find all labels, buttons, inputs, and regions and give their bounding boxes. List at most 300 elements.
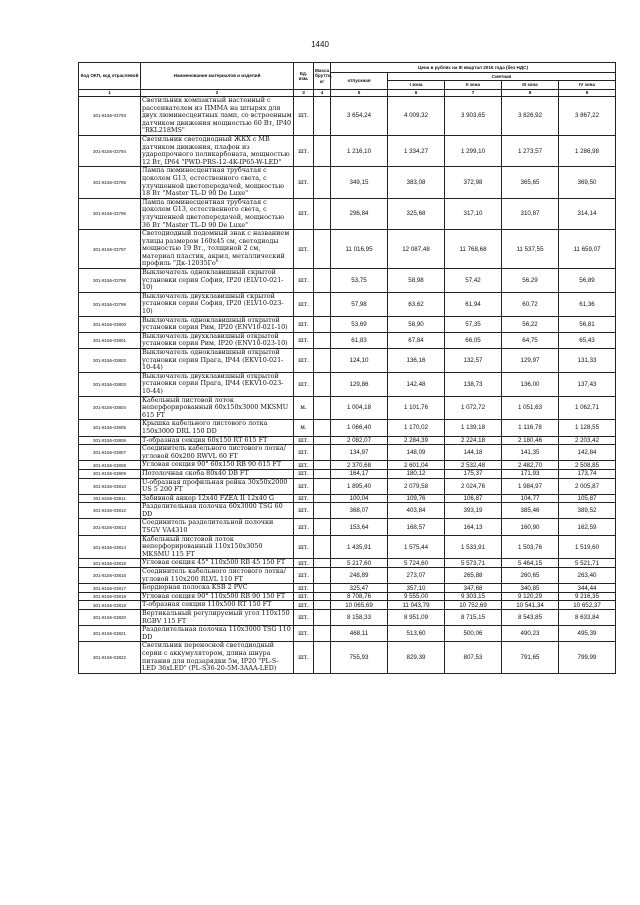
price-zone-4: 314,14	[559, 198, 616, 229]
price-zone-2: 11 768,68	[445, 230, 502, 269]
item-unit: м.	[294, 420, 314, 436]
item-name: Лампа люминесцентная трубчатая с цоколем G13, естественного света, с улучшенной цветопередачей, мощностью 18 Вт "Master TL-D 90 De Luxe"	[141, 167, 294, 198]
table-row	[79, 469, 616, 478]
price-release: 1 004,18	[331, 396, 388, 420]
price-zone-3: 1 273,57	[502, 135, 559, 166]
price-zone-1: 168,57	[388, 519, 445, 535]
item-unit: шт.	[294, 568, 314, 584]
price-zone-1: 1 101,76	[388, 396, 445, 420]
price-zone-3: 60,72	[502, 292, 559, 316]
header-code: Код ОКП, код отраслевой	[79, 63, 141, 90]
price-zone-2: 144,18	[445, 445, 502, 461]
item-code: 301-8156-03796	[79, 198, 141, 229]
item-code: 301-8156-03818	[79, 592, 141, 601]
price-zone-3: 791,65	[502, 642, 559, 673]
price-zone-4: 389,52	[559, 503, 616, 519]
price-zone-1: 325,68	[388, 198, 445, 229]
header-price-title: Цена в рублях на III квартал 2016 года (без НДС)	[331, 63, 616, 73]
price-zone-2: 2 224,18	[445, 436, 502, 445]
item-code: 301-8156-03801	[79, 332, 141, 348]
item-name: Соединитель кабельного листового лотка/угловой 110х200 RLVL 110 FT	[141, 568, 294, 584]
item-mass	[314, 420, 331, 436]
price-zone-3: 365,65	[502, 167, 559, 198]
item-mass	[314, 503, 331, 519]
price-zone-4: 173,74	[559, 469, 616, 478]
price-zone-3: 340,85	[502, 584, 559, 593]
item-unit: шт.	[294, 135, 314, 166]
item-name: Светильник компактный настенный с рассеивателем из ПММА на штырях для двух люминесцентных ламп, со встроенным датчиком движения мощностью 60 Вт, IP40 "RKL218MS"	[142, 96, 292, 135]
table-row	[79, 626, 616, 642]
price-zone-3: 310,87	[502, 198, 559, 229]
price-zone-2: 317,10	[445, 198, 502, 229]
price-release: 8 708,76	[331, 592, 388, 601]
price-zone-4: 799,99	[559, 642, 616, 673]
table-body	[79, 97, 616, 674]
item-name: Выключатель двухклавишный открытой установки серия Прага, IP44 (EKV10-023-10-44)	[141, 372, 294, 396]
item-unit: шт.	[294, 198, 314, 229]
header-estimate-price: Сметная	[388, 73, 616, 81]
price-zone-1: 1 334,27	[388, 135, 445, 166]
price-release: 296,84	[331, 198, 388, 229]
price-release: 2 082,07	[331, 436, 388, 445]
price-zone-1: 513,60	[388, 626, 445, 642]
price-zone-1: 357,10	[388, 584, 445, 593]
item-code: 301-8156-03805	[79, 420, 141, 436]
price-zone-3: 8 543,85	[502, 610, 559, 626]
price-zone-4: 8 633,84	[559, 610, 616, 626]
item-name: Выключатель двухклавишный открытой установки серия Рим, IP20 (ENV10-023-10)	[141, 332, 294, 348]
table-row	[79, 535, 616, 559]
price-zone-2: 9 303,15	[445, 592, 502, 601]
price-zone-2: 5 573,71	[445, 559, 502, 568]
table-row	[79, 167, 616, 198]
item-code: 301-8156-03814	[79, 535, 141, 559]
price-zone-1: 12 087,48	[388, 230, 445, 269]
table-row	[79, 445, 616, 461]
item-mass	[314, 198, 331, 229]
price-release: 325,47	[331, 584, 388, 593]
price-release: 1 216,10	[331, 135, 388, 166]
price-release: 1 435,91	[331, 535, 388, 559]
price-zone-3: 141,35	[502, 445, 559, 461]
price-release: 2 370,68	[331, 461, 388, 470]
price-zone-1: 67,84	[388, 332, 445, 348]
item-name: Забивной анкер 12х40 FZEA II 12х40 G	[141, 494, 294, 503]
column-number: 7	[445, 90, 502, 97]
item-name: Т-образная секция 60х150 RT 615 FT	[141, 436, 294, 445]
table-row	[79, 269, 616, 293]
item-unit: шт.	[294, 167, 314, 198]
item-code: 301-8156-03816	[79, 568, 141, 584]
item-name: Т-образная секция 110х500 RT 150 FT	[141, 601, 294, 610]
item-name: Угловая секция 45° 110х500 RB 45 150 FT	[141, 559, 294, 568]
item-code: 301-8156-03819	[79, 601, 141, 610]
price-zone-2: 372,98	[445, 167, 502, 198]
header-zone-1: I зона	[388, 81, 445, 90]
table-header	[79, 63, 616, 97]
price-zone-3: 490,23	[502, 626, 559, 642]
item-code: 301-8156-03804	[79, 396, 141, 420]
price-zone-3: 160,90	[502, 519, 559, 535]
item-name: Разделительная полочка 110х3000 TSG 110 DD	[141, 626, 294, 642]
item-name: Выключатель одноклавишный открытой установки серия Рим, IP20 (ENV10-021-10)	[141, 316, 294, 332]
price-release: 755,93	[331, 642, 388, 673]
price-release: 124,10	[331, 349, 388, 373]
item-mass	[314, 332, 331, 348]
price-zone-4: 2 203,42	[559, 436, 616, 445]
table-row	[79, 568, 616, 584]
item-code: 301-8156-03809	[79, 469, 141, 478]
item-unit: шт.	[294, 626, 314, 642]
table-row	[79, 396, 616, 420]
item-mass	[314, 478, 331, 494]
column-number: 6	[388, 90, 445, 97]
header-mass: Масса брутто, кг	[314, 63, 331, 90]
price-zone-3: 56,22	[502, 316, 559, 332]
item-mass	[314, 642, 331, 673]
item-name: Вертикальный регулируемый угол 110х150 RGBV 115 FT	[141, 610, 294, 626]
item-unit: шт.	[294, 601, 314, 610]
table-row	[79, 478, 616, 494]
item-unit: шт.	[294, 642, 314, 673]
price-zone-4: 5 521,71	[559, 559, 616, 568]
table-row	[79, 642, 616, 673]
price-zone-3: 3 826,92	[502, 97, 559, 136]
price-release: 100,04	[331, 494, 388, 503]
item-name: Угловая секция 90° 110х500 RB 90 150 FT	[141, 592, 294, 601]
price-zone-4: 1 128,55	[559, 420, 616, 436]
item-name: Крышка кабельного листового лотка 150х3000 DRL 150 DD	[141, 420, 294, 436]
item-mass	[314, 626, 331, 642]
item-mass	[314, 559, 331, 568]
item-name: U-образная профильная рейка 30х50х2000 US 5 200 FT	[141, 478, 294, 494]
item-unit: шт.	[294, 269, 314, 293]
item-code: 301-8156-03808	[79, 461, 141, 470]
item-name: Выключатель двухклавишный скрытой установки серия София, IP20 (ELV10-023-10)	[141, 292, 294, 316]
item-code: 301-8156-03794	[79, 135, 141, 166]
price-zone-2: 347,68	[445, 584, 502, 593]
header-zone-4: IV зона	[559, 81, 616, 90]
item-mass	[314, 349, 331, 373]
item-mass	[314, 269, 331, 293]
item-mass	[314, 372, 331, 396]
price-release: 468,11	[331, 626, 388, 642]
price-release: 1 895,40	[331, 478, 388, 494]
item-mass	[314, 519, 331, 535]
price-zone-3: 1 116,78	[502, 420, 559, 436]
item-name: Светильник светодиодный ЖКХ с МВ датчиком движения, плафон из ударопрочного поликарбоната, мощностью 12 Вт, IP64 "PWD-PRS-12-4K-IP65-W-LED"	[141, 135, 294, 166]
item-unit: шт.	[294, 610, 314, 626]
item-code: 301-8156-03795	[79, 167, 141, 198]
price-zone-3: 5 464,15	[502, 559, 559, 568]
item-name: Светодиодный подомный знак с названием улицы размером 160х45 см, светодиоды мощностью 19 Вт., толщиной 2 см, материал пластик, акрил, металлический профиль "Дк-12035Го"	[141, 230, 294, 269]
price-zone-3: 1 984,97	[502, 478, 559, 494]
price-zone-4: 131,33	[559, 349, 616, 373]
price-zone-4: 65,43	[559, 332, 616, 348]
item-mass	[314, 97, 331, 136]
price-table	[78, 62, 616, 674]
item-mass	[314, 167, 331, 198]
price-zone-4: 11 659,07	[559, 230, 616, 269]
item-mass	[314, 436, 331, 445]
item-code: 301-8156-03799	[79, 292, 141, 316]
price-zone-3: 171,93	[502, 469, 559, 478]
item-code: 301-8156-03812	[79, 503, 141, 519]
item-unit: шт.	[294, 436, 314, 445]
item-code: 301-8156-03798	[79, 269, 141, 293]
item-code: 301-8156-03811	[79, 494, 141, 503]
column-number: 9	[559, 90, 616, 97]
price-release: 57,98	[331, 292, 388, 316]
price-release: 8 158,33	[331, 610, 388, 626]
item-unit: шт.	[294, 349, 314, 373]
price-zone-4: 10 652,37	[559, 601, 616, 610]
price-release: 5 217,60	[331, 559, 388, 568]
price-zone-3: 1 051,63	[502, 396, 559, 420]
item-mass	[314, 610, 331, 626]
item-name: Разделительная полочка 60х3000 TSG 60 DD	[141, 503, 294, 519]
item-code: 301-8156-03803	[79, 372, 141, 396]
item-mass	[314, 316, 331, 332]
item-mass	[314, 469, 331, 478]
price-zone-3: 10 541,34	[502, 601, 559, 610]
item-mass	[314, 135, 331, 166]
table-row	[79, 198, 616, 229]
item-unit: шт.	[294, 519, 314, 535]
table-row	[79, 135, 616, 166]
price-zone-1: 180,12	[388, 469, 445, 478]
price-zone-4: 137,43	[559, 372, 616, 396]
price-zone-4: 162,59	[559, 519, 616, 535]
table-row	[79, 610, 616, 626]
price-release: 53,69	[331, 316, 388, 332]
item-unit: шт.	[294, 372, 314, 396]
item-mass	[314, 592, 331, 601]
price-zone-1: 148,09	[388, 445, 445, 461]
item-unit: шт.	[294, 316, 314, 332]
column-number: 3	[294, 90, 314, 97]
price-release: 129,86	[331, 372, 388, 396]
price-zone-4: 61,36	[559, 292, 616, 316]
item-code: 301-8156-03821	[79, 626, 141, 642]
price-release: 61,83	[331, 332, 388, 348]
price-zone-1: 142,48	[388, 372, 445, 396]
item-unit: шт.	[294, 332, 314, 348]
price-zone-3: 2 180,46	[502, 436, 559, 445]
price-zone-2: 2 024,76	[445, 478, 502, 494]
item-name: Выключатель одноклавишный скрытой установки серия София, IP20 (ELV10-021-10)	[141, 269, 294, 293]
price-release: 11 016,95	[331, 230, 388, 269]
price-zone-1: 4 009,32	[388, 97, 445, 136]
price-zone-4: 105,87	[559, 494, 616, 503]
item-code: 301-8156-03817	[79, 584, 141, 593]
price-zone-4: 2 508,85	[559, 461, 616, 470]
table-row	[79, 316, 616, 332]
header-zone-2: II зона	[445, 81, 502, 90]
item-code: 301-8156-03810	[79, 478, 141, 494]
price-zone-4: 1 286,98	[559, 135, 616, 166]
price-release: 134,97	[331, 445, 388, 461]
price-zone-3: 385,46	[502, 503, 559, 519]
price-zone-2: 8 715,15	[445, 610, 502, 626]
item-code: 301-8156-03793	[79, 97, 141, 136]
item-code: 301-8156-03813	[79, 519, 141, 535]
column-number: 2	[141, 90, 294, 97]
table-row	[79, 349, 616, 373]
header-name: Наименование материалов и изделий	[141, 63, 294, 90]
price-zone-4: 3 867,22	[559, 97, 616, 136]
item-unit: шт.	[294, 503, 314, 519]
item-code: 301-8156-03802	[79, 349, 141, 373]
item-unit: шт.	[294, 469, 314, 478]
header-zone-3: III зона	[502, 81, 559, 90]
item-mass	[314, 461, 331, 470]
price-zone-1: 829,39	[388, 642, 445, 673]
price-zone-4: 495,39	[559, 626, 616, 642]
header-unit: Ед. изм.	[294, 63, 314, 90]
price-zone-3: 1 503,76	[502, 535, 559, 559]
item-mass	[314, 292, 331, 316]
price-zone-2: 10 752,69	[445, 601, 502, 610]
price-zone-1: 1 575,44	[388, 535, 445, 559]
price-zone-2: 2 532,48	[445, 461, 502, 470]
item-name: Бордюрная полоска KSB 2 PVC	[141, 584, 294, 593]
price-zone-2: 807,53	[445, 642, 502, 673]
price-zone-2: 57,35	[445, 316, 502, 332]
price-zone-3: 64,75	[502, 332, 559, 348]
item-code: 301-8156-03815	[79, 559, 141, 568]
item-code: 301-8156-03822	[79, 642, 141, 673]
price-zone-3: 9 120,29	[502, 592, 559, 601]
table-row	[79, 372, 616, 396]
item-unit: шт.	[294, 461, 314, 470]
column-number: 8	[502, 90, 559, 97]
price-zone-1: 2 079,58	[388, 478, 445, 494]
table-row	[79, 97, 616, 136]
price-zone-3: 104,77	[502, 494, 559, 503]
price-zone-1: 58,90	[388, 316, 445, 332]
price-zone-2: 66,05	[445, 332, 502, 348]
table-row	[79, 519, 616, 535]
price-zone-1: 58,98	[388, 269, 445, 293]
column-number: 4	[314, 90, 331, 97]
price-zone-3: 2 482,70	[502, 461, 559, 470]
price-zone-2: 106,87	[445, 494, 502, 503]
price-release: 53,75	[331, 269, 388, 293]
item-mass	[314, 445, 331, 461]
item-unit: шт.	[294, 535, 314, 559]
item-unit: шт.	[294, 592, 314, 601]
price-release: 1 066,40	[331, 420, 388, 436]
price-zone-1: 1 170,02	[388, 420, 445, 436]
price-zone-2: 393,19	[445, 503, 502, 519]
price-zone-2: 57,42	[445, 269, 502, 293]
price-zone-2: 1 139,18	[445, 420, 502, 436]
item-name: Лампа люминесцентная трубчатая с цоколем G13, естественного света, с улучшенной цветопередачей, мощностью 36 Вт "Master TL-D 90 De Luxe"	[141, 198, 294, 229]
price-zone-4: 9 216,35	[559, 592, 616, 601]
table-row	[79, 292, 616, 316]
item-name: Выключатель одноклавишный открытой установки серия Прага, IP44 (EKV10-021-10-44)	[141, 349, 294, 373]
price-zone-4: 1 519,60	[559, 535, 616, 559]
price-zone-1: 8 951,09	[388, 610, 445, 626]
table-row	[79, 230, 616, 269]
price-zone-1: 383,08	[388, 167, 445, 198]
price-zone-4: 263,40	[559, 568, 616, 584]
item-unit: шт.	[294, 97, 314, 136]
price-zone-2: 61,94	[445, 292, 502, 316]
price-zone-3: 56,29	[502, 269, 559, 293]
price-zone-1: 273,07	[388, 568, 445, 584]
item-mass	[314, 494, 331, 503]
item-unit: шт.	[294, 478, 314, 494]
item-name: Соединитель разделительной полочки TSGV VA4310	[141, 519, 294, 535]
item-unit: м.	[294, 396, 314, 420]
price-zone-2: 175,37	[445, 469, 502, 478]
column-number: 1	[79, 90, 141, 97]
item-mass	[314, 230, 331, 269]
price-zone-2: 500,06	[445, 626, 502, 642]
price-zone-1: 5 724,60	[388, 559, 445, 568]
item-name: Соединитель кабельного листового лотка/угловой 60х200 RWVL 60 FT	[141, 445, 294, 461]
price-zone-1: 63,62	[388, 292, 445, 316]
item-mass	[314, 568, 331, 584]
price-zone-4: 56,89	[559, 269, 616, 293]
item-name: Кабельный листовой лоток неперфорированный 110х150х3050 MKSMU 115 FT	[141, 535, 294, 559]
price-zone-4: 1 062,71	[559, 396, 616, 420]
price-zone-1: 136,16	[388, 349, 445, 373]
item-unit: шт.	[294, 494, 314, 503]
price-release: 164,17	[331, 469, 388, 478]
item-name: Угловая секция 90° 60х150 RB 90 615 FT	[141, 461, 294, 470]
item-unit: шт.	[294, 559, 314, 568]
price-release: 248,89	[331, 568, 388, 584]
price-zone-1: 403,84	[388, 503, 445, 519]
item-unit: шт.	[294, 445, 314, 461]
table-row	[79, 503, 616, 519]
item-name: Кабельный листовой лоток неперфорированный 60х150х3000 MKSMU 615 FT	[141, 396, 294, 420]
page-number: 1440	[311, 40, 329, 49]
item-code: 301-8156-03820	[79, 610, 141, 626]
price-zone-2: 3 903,65	[445, 97, 502, 136]
table-row	[79, 420, 616, 436]
price-zone-2: 1 533,91	[445, 535, 502, 559]
price-zone-4: 142,84	[559, 445, 616, 461]
price-zone-1: 11 043,79	[388, 601, 445, 610]
price-zone-1: 2 601,04	[388, 461, 445, 470]
price-zone-2: 138,73	[445, 372, 502, 396]
price-zone-4: 56,81	[559, 316, 616, 332]
price-zone-3: 260,65	[502, 568, 559, 584]
item-code: 301-8156-03807	[79, 445, 141, 461]
price-zone-4: 2 005,87	[559, 478, 616, 494]
item-unit: шт.	[294, 230, 314, 269]
price-zone-2: 164,13	[445, 519, 502, 535]
header-release-price: отпускная	[331, 73, 388, 90]
price-zone-1: 9 555,00	[388, 592, 445, 601]
price-release: 368,07	[331, 503, 388, 519]
price-zone-1: 109,76	[388, 494, 445, 503]
item-mass	[314, 535, 331, 559]
item-unit: шт.	[294, 292, 314, 316]
table-row	[79, 332, 616, 348]
price-release: 10 065,69	[331, 601, 388, 610]
price-release: 3 654,24	[331, 97, 388, 136]
price-zone-4: 344,44	[559, 584, 616, 593]
item-unit: шт.	[294, 584, 314, 593]
item-mass	[314, 396, 331, 420]
price-zone-2: 132,57	[445, 349, 502, 373]
price-zone-2: 265,88	[445, 568, 502, 584]
